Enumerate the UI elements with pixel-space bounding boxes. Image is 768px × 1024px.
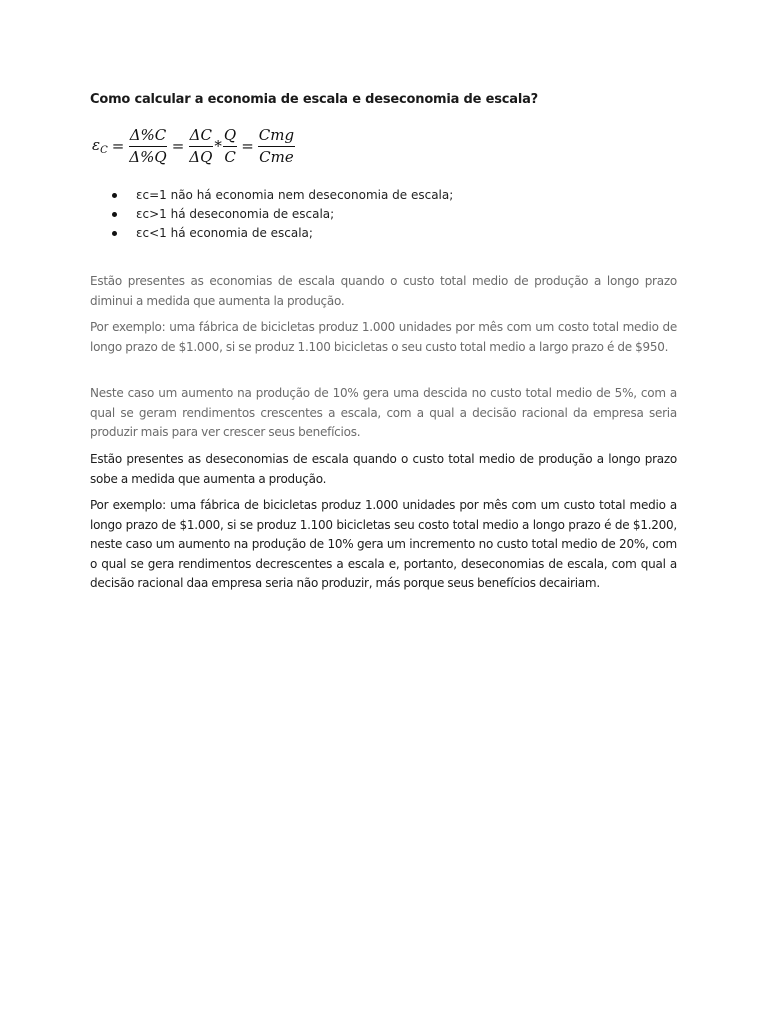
- bullet-text: εc=1 não há economia nem deseconomia de escala;: [136, 188, 454, 202]
- bullet-text: εc>1 há deseconomia de escala;: [136, 207, 335, 221]
- bullet-icon: [112, 231, 117, 236]
- epsilon-symbol: [92, 136, 108, 156]
- fraction-denominator: Δ%Q: [129, 147, 167, 166]
- fraction-denominator: ΔQ: [189, 147, 213, 166]
- equals-sign: =: [171, 137, 185, 155]
- fraction-numerator: Δ%C: [129, 127, 168, 147]
- bullet-icon: [112, 193, 117, 198]
- bullet-text: εc<1 há economia de escala;: [136, 226, 313, 240]
- multiply-sign: *: [214, 137, 222, 155]
- equals-sign: =: [111, 137, 125, 155]
- page-title: Como calcular a economia de escala e deseconomia de escala?: [90, 92, 539, 107]
- fraction-numerator: Cmg: [258, 127, 295, 147]
- fraction-denominator: Cme: [259, 147, 294, 166]
- paragraph-diseconomies-definition: Estão presentes as deseconomias de escala quando o custo total medio de produção a longo prazo sobe a medida que aumenta a produção.: [90, 452, 677, 486]
- elasticity-bullet-list: [112, 186, 453, 243]
- paragraph-economies-definition: Estão presentes as economias de escala quando o custo total medio de produção a longo prazo diminui a medida que aumenta la produção.: [90, 274, 677, 308]
- elasticity-formula: [92, 124, 295, 168]
- equals-sign: =: [241, 137, 254, 155]
- paragraph-diseconomies-example: Por exemplo: uma fábrica de bicicletas produz 1.000 unidades por mês com um custo total medio a longo prazo de $1.000, si se produz 1.100 bicicletas seu costo total medio a longo prazo é de $1.200, neste caso um aumento na produção de 10% gera um incremento no custo total medio de 20%, com o qual se gera rendimentos decrescentes a escala e, portanto, deseconomias de escala, com qual a decisão racional daa empresa seria não produzir, más porque seus benefícios decairiam.: [90, 498, 677, 590]
- paragraph-economies-example: Por exemplo: uma fábrica de bicicletas produz 1.000 unidades por mês com um costo total medio de longo prazo de $1.000, si se produz 1.100 bicicletas o seu custo total medio a largo prazo é de $950.: [90, 320, 677, 354]
- fraction-marginal-average-cost: [258, 127, 295, 166]
- epsilon-char: ε: [92, 136, 101, 154]
- fraction-numerator: Q: [223, 127, 237, 147]
- list-item: [112, 186, 453, 205]
- fraction-numerator: ΔC: [189, 127, 213, 147]
- paragraph-economies-conclusion: Neste caso um aumento na produção de 10% gera uma descida no custo total medio de 5%, com a qual se geram rendimentos crescentes a escala, com a qual a decisão racional da empresa seria produzir mais para ver crescer seus benefícios.: [90, 386, 677, 439]
- list-item: [112, 224, 453, 243]
- fraction-percent-change: [128, 127, 167, 166]
- epsilon-subscript: C: [100, 145, 108, 156]
- list-item: [112, 205, 453, 224]
- fraction-quantity-cost: [223, 127, 237, 166]
- fraction-denominator: C: [224, 147, 236, 166]
- fraction-delta: [188, 127, 213, 166]
- bullet-icon: [112, 212, 117, 217]
